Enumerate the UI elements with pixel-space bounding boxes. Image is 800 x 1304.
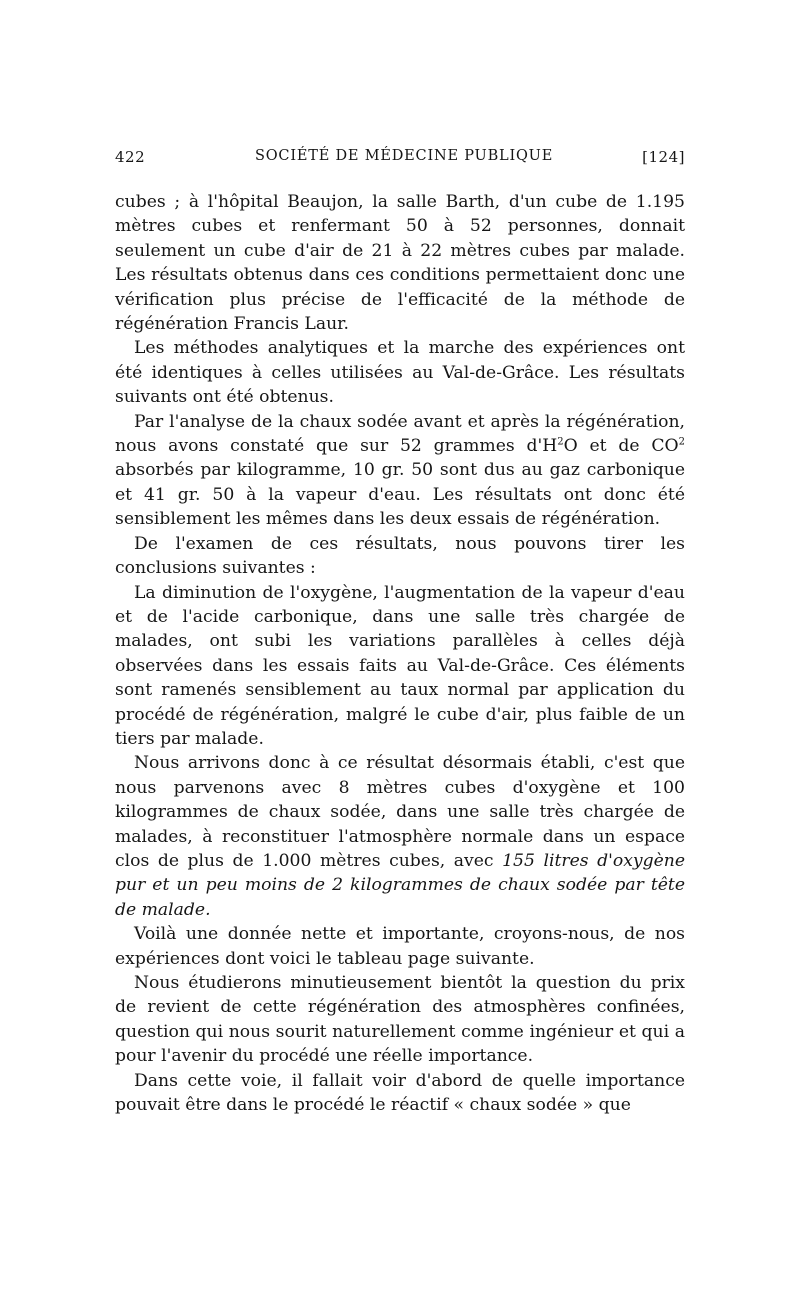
paragraph-6-italic: 155 litres d'oxygène pur et un peu moins de 2 kilogrammes de chaux sodée par tête de malade. (115, 850, 686, 920)
paragraph-3-text-a: Par l'analyse de la chaux sodée avant et après la régénération, nous avons constaté que sur 52 grammes d'H (115, 411, 685, 457)
paragraph-8: Nous étudierons minutieusement bientôt la question du prix de revient de cette régénération des atmosphères confinées, question qui nous sourit naturellement comme ingénieur et qui a pour l'avenir du procédé une réelle importance. (115, 973, 685, 1067)
paragraph-3 (115, 410, 685, 532)
paragraph-3-text-c: absorbés par kilogramme, 10 gr. 50 sont dus au gaz carbonique et 41 gr. 50 à la vapeur d'eau. Les résultats ont donc été sensiblement les mêmes dans les deux essais de régénération. (115, 460, 685, 530)
paragraph-3-text-b: O et de CO (563, 436, 679, 457)
body-text (115, 190, 685, 1117)
paragraph-7: Voilà une donnée nette et importante, croyons-nous, de nos expériences dont voici le tableau page suivante. (115, 924, 685, 969)
page-header (115, 146, 685, 176)
paragraph-6 (115, 751, 685, 922)
running-head: SOCIÉTÉ DE MÉDECINE PUBLIQUE (255, 148, 554, 164)
paragraph-2: Les méthodes analytiques et la marche des expériences ont été identiques à celles utilisées au Val-de-Grâce. Les résultats suivants ont été obtenus. (115, 338, 685, 408)
page-number: 422 (115, 148, 146, 166)
superscript-two: 2 (678, 436, 685, 448)
paragraph-5: La diminution de l'oxygène, l'augmentation de la vapeur d'eau et de l'acide carbonique, dans une salle très chargée de malades, ont subi les variations parallèles à celles déjà observées dans les essais faits au Val-de-Grâce. Ces éléments sont ramenés sensiblement au taux normal par application du procédé de régénération, malgré le cube d'air, plus faible de un tiers par malade. (115, 582, 685, 749)
section-number: [124] (642, 148, 685, 166)
paragraph-4: De l'examen de ces résultats, nous pouvons tirer les conclusions suivantes : (115, 533, 685, 579)
book-page (115, 146, 685, 1117)
paragraph-6-text: Nous arrivons donc à ce résultat désormais établi, c'est que nous parvenons avec 8 mètres cubes d'oxygène et 100 kilogrammes de chaux sodée, dans une salle très chargée de malades, à reconstituer l'atmosphère normale dans un espace clos de plus de 1.000 mètres cubes, avec (115, 753, 685, 871)
superscript-two: 2 (557, 436, 564, 448)
paragraph-1: cubes ; à l'hôpital Beaujon, la salle Barth, d'un cube de 1.195 mètres cubes et renfermant 50 à 52 personnes, donnait seulement un cube d'air de 21 à 22 mètres cubes par malade. Les résultats obtenus dans ces conditions permettaient donc une vérification plus précise de l'efficacité de la méthode de régénération Francis Laur. (115, 192, 685, 335)
paragraph-9: Dans cette voie, il fallait voir d'abord de quelle importance pouvait être dans le procédé le réactif « chaux sodée » que (115, 1070, 685, 1116)
